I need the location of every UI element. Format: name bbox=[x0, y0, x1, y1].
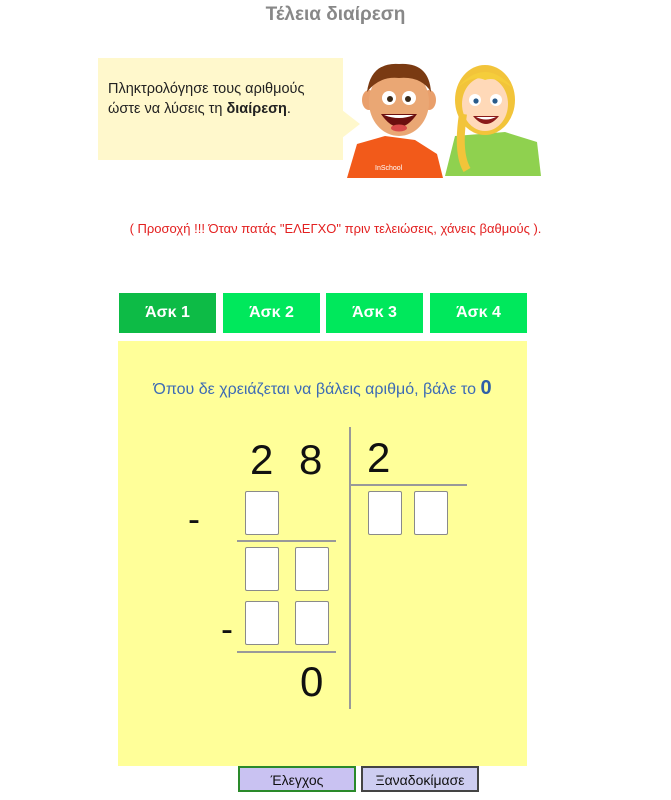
bubble-line-2: ώστε να λύσεις τη διαίρεση. bbox=[108, 101, 291, 117]
remainder-1-digit-2-input[interactable] bbox=[295, 547, 329, 591]
boy-illustration bbox=[347, 64, 443, 178]
final-remainder: 0 bbox=[300, 658, 324, 705]
girl-illustration bbox=[445, 65, 541, 176]
instruction-text: Όπου δε χρειάζεται να βάλεις αριθμό, βάλε το 0 bbox=[153, 377, 492, 399]
subtract-2-line bbox=[237, 651, 336, 653]
retry-button[interactable]: Ξαναδοκίμασε bbox=[361, 766, 479, 792]
dividend-digit-1: 2 bbox=[250, 436, 274, 483]
exercise-panel bbox=[118, 341, 527, 766]
page-title: Τέλεια διαίρεση bbox=[265, 4, 406, 25]
division-vertical-line bbox=[349, 427, 351, 709]
tab-exercise-3[interactable]: Άσκ 3 bbox=[326, 293, 423, 333]
cartoon-kids-image bbox=[345, 58, 545, 178]
dividend-digit-2: 8 bbox=[299, 436, 323, 483]
svg-text:InSchool: InSchool bbox=[375, 165, 403, 172]
divisor-underline bbox=[351, 484, 467, 486]
minus-sign-2: - bbox=[221, 608, 233, 649]
divisor: 2 bbox=[367, 434, 391, 481]
subtract-1-digit-input[interactable] bbox=[245, 491, 279, 535]
tab-exercise-4[interactable]: Άσκ 4 bbox=[430, 293, 527, 333]
warning-message: ( Προσοχή !!! Όταν πατάς "ΕΛΕΓΧΟ" πριν τελειώσεις, χάνεις βαθμούς ). bbox=[129, 221, 542, 236]
subtract-1-line bbox=[237, 540, 336, 542]
minus-sign-1: - bbox=[188, 498, 200, 539]
bubble-line-1: Πληκτρολόγησε τους αριθμούς bbox=[108, 81, 305, 97]
remainder-1-digit-1-input[interactable] bbox=[245, 547, 279, 591]
subtract-2-digit-2-input[interactable] bbox=[295, 601, 329, 645]
speech-bubble bbox=[98, 58, 343, 160]
tab-exercise-2[interactable]: Άσκ 2 bbox=[223, 293, 320, 333]
quotient-digit-2-input[interactable] bbox=[414, 491, 448, 535]
quotient-digit-1-input[interactable] bbox=[368, 491, 402, 535]
check-button[interactable]: Έλεγχος bbox=[238, 766, 356, 792]
subtract-2-digit-1-input[interactable] bbox=[245, 601, 279, 645]
tab-exercise-1[interactable]: Άσκ 1 bbox=[119, 293, 216, 333]
